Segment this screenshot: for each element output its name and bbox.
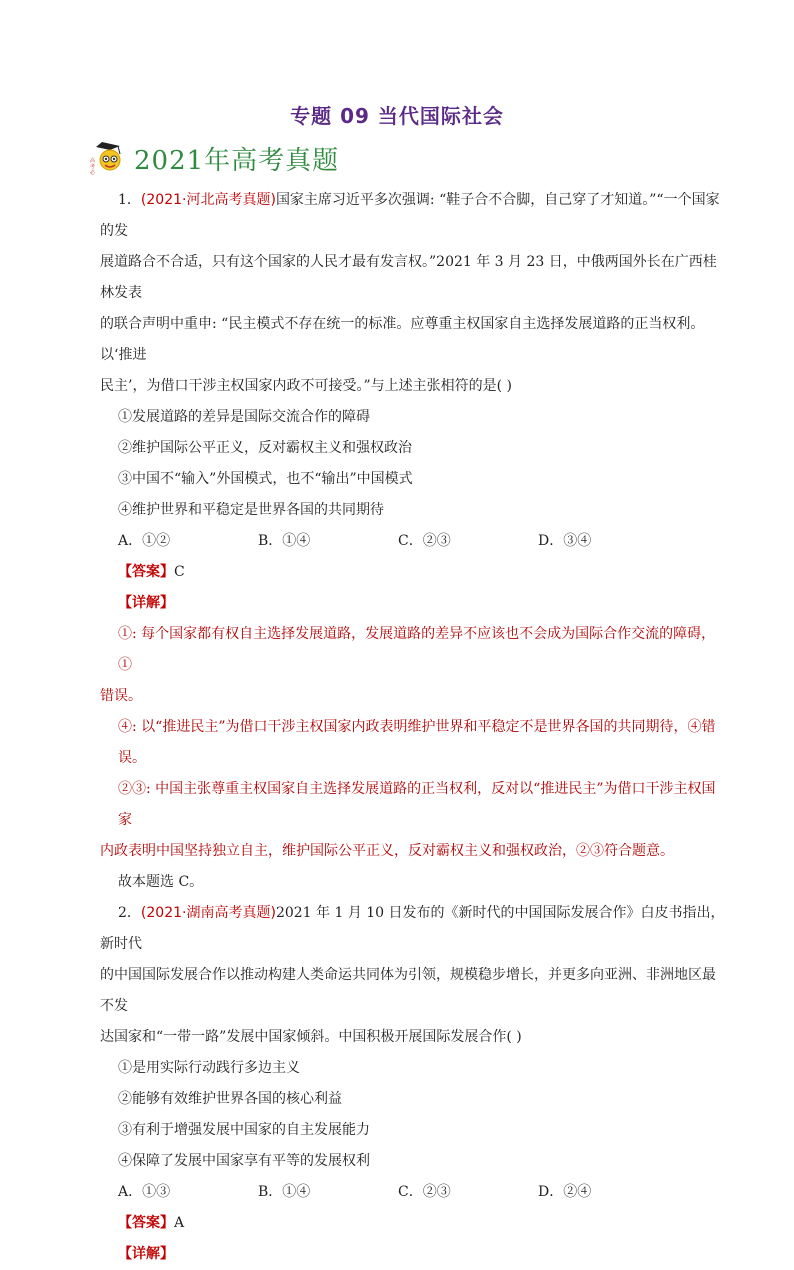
q1-option-4: ④维护世界和平稳定是世界各国的共同期待: [118, 502, 384, 518]
q2-answer-value: A: [174, 1215, 185, 1231]
q1-explanation-2: ④: 以“推进民主”为借口干涉主权国家内政表明维护世界和平稳定不是世界各国的共同期待，④错误。: [118, 719, 716, 766]
q2-stem-line-2: 的中国国际发展合作以推动构建人类命运共同体为引领，规模稳步增长，并更多向亚洲、非洲地区最不发: [100, 967, 716, 1014]
q1-choice-a: A．①②: [118, 533, 171, 549]
svg-text:必: 必: [90, 170, 96, 176]
q1-source: (2021·河北高考真题): [140, 192, 276, 208]
q2-answer: 【答案】A: [118, 1215, 185, 1231]
q1-conclusion: 故本题选 C。: [118, 874, 204, 890]
q1-explanation-3a: ②③: 中国主张尊重主权国家自主选择发展道路的正当权利，反对以“推进民主”为借口干涉主权国家: [118, 781, 716, 828]
q1-choice-c: C．②③: [398, 533, 451, 549]
q2-stem-line-1: 2．(2021·湖南高考真题)2021 年 1 月 10 日发布的《新时代的中国国际发展合作》白皮书指出，新时代: [100, 905, 725, 952]
q1-choice-d: D．③④: [538, 533, 592, 549]
q2-choices: [100, 1177, 725, 1208]
q1-choice-b: B．①④: [258, 533, 311, 549]
q2-source: (2021·湖南高考真题): [140, 905, 276, 921]
q1-stem-line-2: 展道路合不合适，只有这个国家的人民才最有发言权。”2021 年 3 月 23 日，中俄两国外长在广西桂林发表: [100, 254, 717, 301]
section-title: 2021年高考真题: [134, 145, 340, 176]
svg-text:高: 高: [90, 158, 96, 164]
section-header: [88, 138, 339, 178]
q2-option-3: ③有利于增强发展中国家的自主发展能力: [118, 1122, 370, 1138]
q2-detail-tag: 【详解】: [118, 1246, 174, 1262]
q1-option-2: ②维护国际公平正义，反对霸权主义和强权政治: [118, 440, 412, 456]
q1-stem-line-4: 民主’，为借口干涉主权国家内政不可接受。”与上述主张相符的是( ): [100, 378, 512, 394]
q1-option-1: ①发展道路的差异是国际交流合作的障碍: [118, 409, 370, 425]
q1-explanation-3b: 内政表明中国坚持独立自主，维护国际公平正义，反对霸权主义和强权政治，②③符合题意。: [100, 843, 674, 859]
q2-choice-b: B．①④: [258, 1184, 311, 1200]
q1-detail-tag: 【详解】: [118, 595, 174, 611]
mascot-logo-icon: [88, 138, 128, 178]
svg-text:考: 考: [90, 164, 96, 170]
q1-option-3: ③中国不“输入”外国模式，也不“输出”中国模式: [118, 471, 413, 487]
q2-stem-line-3: 达国家和“一带一路”发展中国家倾斜。中国积极开展国际发展合作( ): [100, 1029, 522, 1045]
q1-answer: 【答案】C: [118, 564, 185, 580]
q2-choice-a: A．①③: [118, 1184, 171, 1200]
q2-option-1: ①是用实际行动践行多边主义: [118, 1060, 300, 1076]
q1-answer-value: C: [174, 564, 185, 580]
q2-option-4: ④保障了发展中国家享有平等的发展权利: [118, 1153, 370, 1169]
q1-stem-line-3: 的联合声明中重申: “民主模式不存在统一的标准。应尊重主权国家自主选择发展道路的正当权利。以‘推进: [100, 316, 705, 363]
q1-explanation-1b: 错误。: [100, 688, 142, 704]
q1-explanation-1a: ①: 每个国家都有权自主选择发展道路，发展道路的差异不应该也不会成为国际合作交流的障碍，①: [118, 626, 716, 673]
q2-choice-c: C．②③: [398, 1184, 451, 1200]
q1-stem-line-1: 1．(2021·河北高考真题)国家主席习近平多次强调: “鞋子合不合脚，自己穿了才知道。”“一个国家的发: [100, 192, 720, 239]
q2-choice-d: D．②④: [538, 1184, 592, 1200]
question-content: [100, 185, 725, 1270]
q2-option-2: ②能够有效维护世界各国的核心利益: [118, 1091, 342, 1107]
q1-choices: [100, 526, 725, 557]
document-title: 专题 09 当代国际社会: [290, 104, 504, 128]
